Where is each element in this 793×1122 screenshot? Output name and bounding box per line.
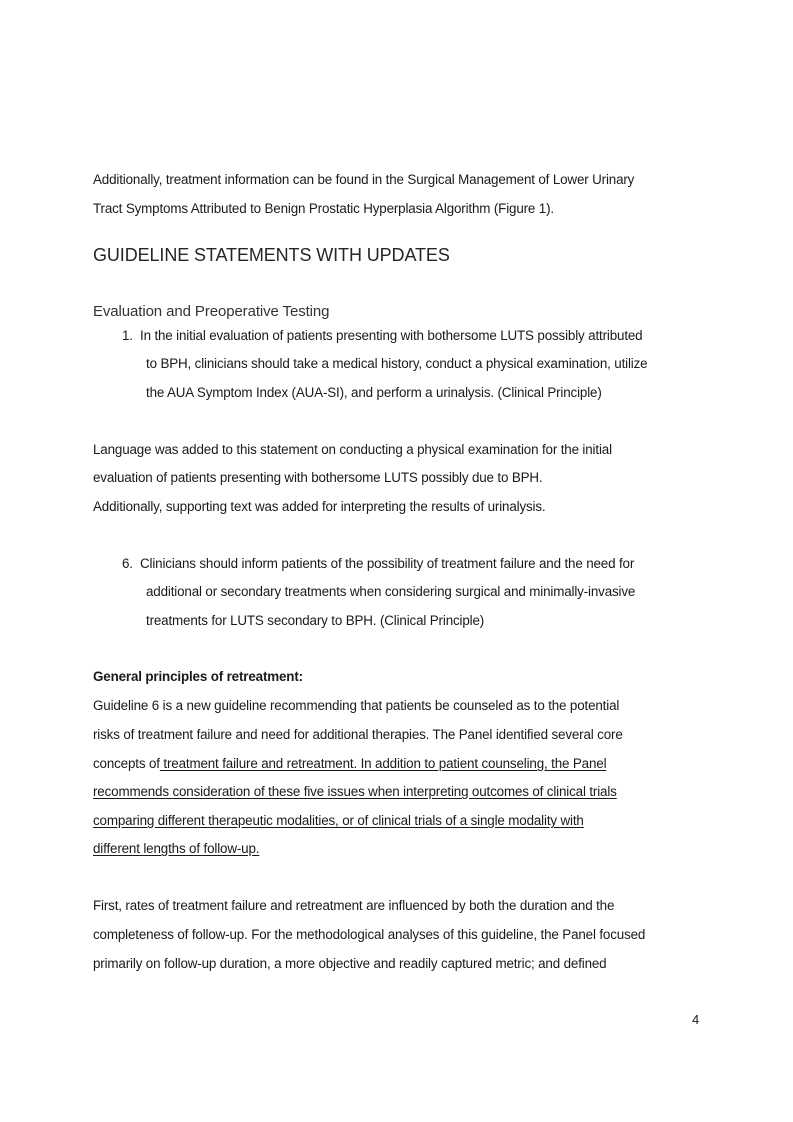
retreatment-line-6: different lengths of follow-up. xyxy=(93,841,260,856)
intro-line-2: Tract Symptoms Attributed to Benign Prostatic Hyperplasia Algorithm (Figure 1). xyxy=(93,201,554,216)
statement-1-number: 1. xyxy=(122,328,133,343)
para-1-line-1: Language was added to this statement on conducting a physical examination for the initial xyxy=(93,442,612,457)
statement-1-text-1: In the initial evaluation of patients presenting with bothersome LUTS possibly attributed xyxy=(140,328,643,343)
retreatment-line-1: Guideline 6 is a new guideline recommending that patients be counseled as to the potential xyxy=(93,698,620,713)
statement-6-text-1: Clinicians should inform patients of the possibility of treatment failure and the need for xyxy=(140,556,635,571)
para-1-line-3: Additionally, supporting text was added for interpreting the results of urinalysis. xyxy=(93,499,546,514)
statement-6-line-1 xyxy=(122,555,634,573)
retreatment-line-3-plain: concepts of xyxy=(93,756,160,771)
retreatment-line-2: risks of treatment failure and need for additional therapies. The Panel identified several core xyxy=(93,727,623,742)
retreatment-heading: General principles of retreatment: xyxy=(93,669,303,684)
subsection-heading: Evaluation and Preoperative Testing xyxy=(93,303,330,320)
section-heading: GUIDELINE STATEMENTS WITH UPDATES xyxy=(93,245,450,265)
statement-6-number: 6. xyxy=(122,556,133,571)
retreatment-line-3-underlined: treatment failure and retreatment. In addition to patient counseling, the Panel xyxy=(159,756,607,771)
statement-1-line-1 xyxy=(122,327,643,345)
statement-1-line-3: the AUA Symptom Index (AUA-SI), and perform a urinalysis. (Clinical Principle) xyxy=(146,385,602,400)
retreatment-line-5: comparing different therapeutic modalities, or of clinical trials of a single modality with xyxy=(93,813,584,828)
statement-6-line-2: additional or secondary treatments when considering surgical and minimally-invasive xyxy=(146,584,636,599)
para-1-line-2: evaluation of patients presenting with bothersome LUTS possibly due to BPH. xyxy=(93,470,543,485)
page-number: 4 xyxy=(692,1012,700,1027)
para-2-line-3: primarily on follow-up duration, a more objective and readily captured metric; and defined xyxy=(93,956,607,971)
retreatment-line-4: recommends consideration of these five issues when interpreting outcomes of clinical trials xyxy=(93,784,617,799)
para-2-line-1: First, rates of treatment failure and retreatment are influenced by both the duration and the xyxy=(93,898,615,913)
statement-6-line-3: treatments for LUTS secondary to BPH. (Clinical Principle) xyxy=(146,613,485,628)
statement-1-line-2: to BPH, clinicians should take a medical history, conduct a physical examination, utilize xyxy=(146,356,648,371)
para-2-line-2: completeness of follow-up. For the methodological analyses of this guideline, the Panel focused xyxy=(93,927,646,942)
retreatment-line-3 xyxy=(93,755,606,773)
intro-line-1: Additionally, treatment information can be found in the Surgical Management of Lower Urinary xyxy=(93,172,635,187)
